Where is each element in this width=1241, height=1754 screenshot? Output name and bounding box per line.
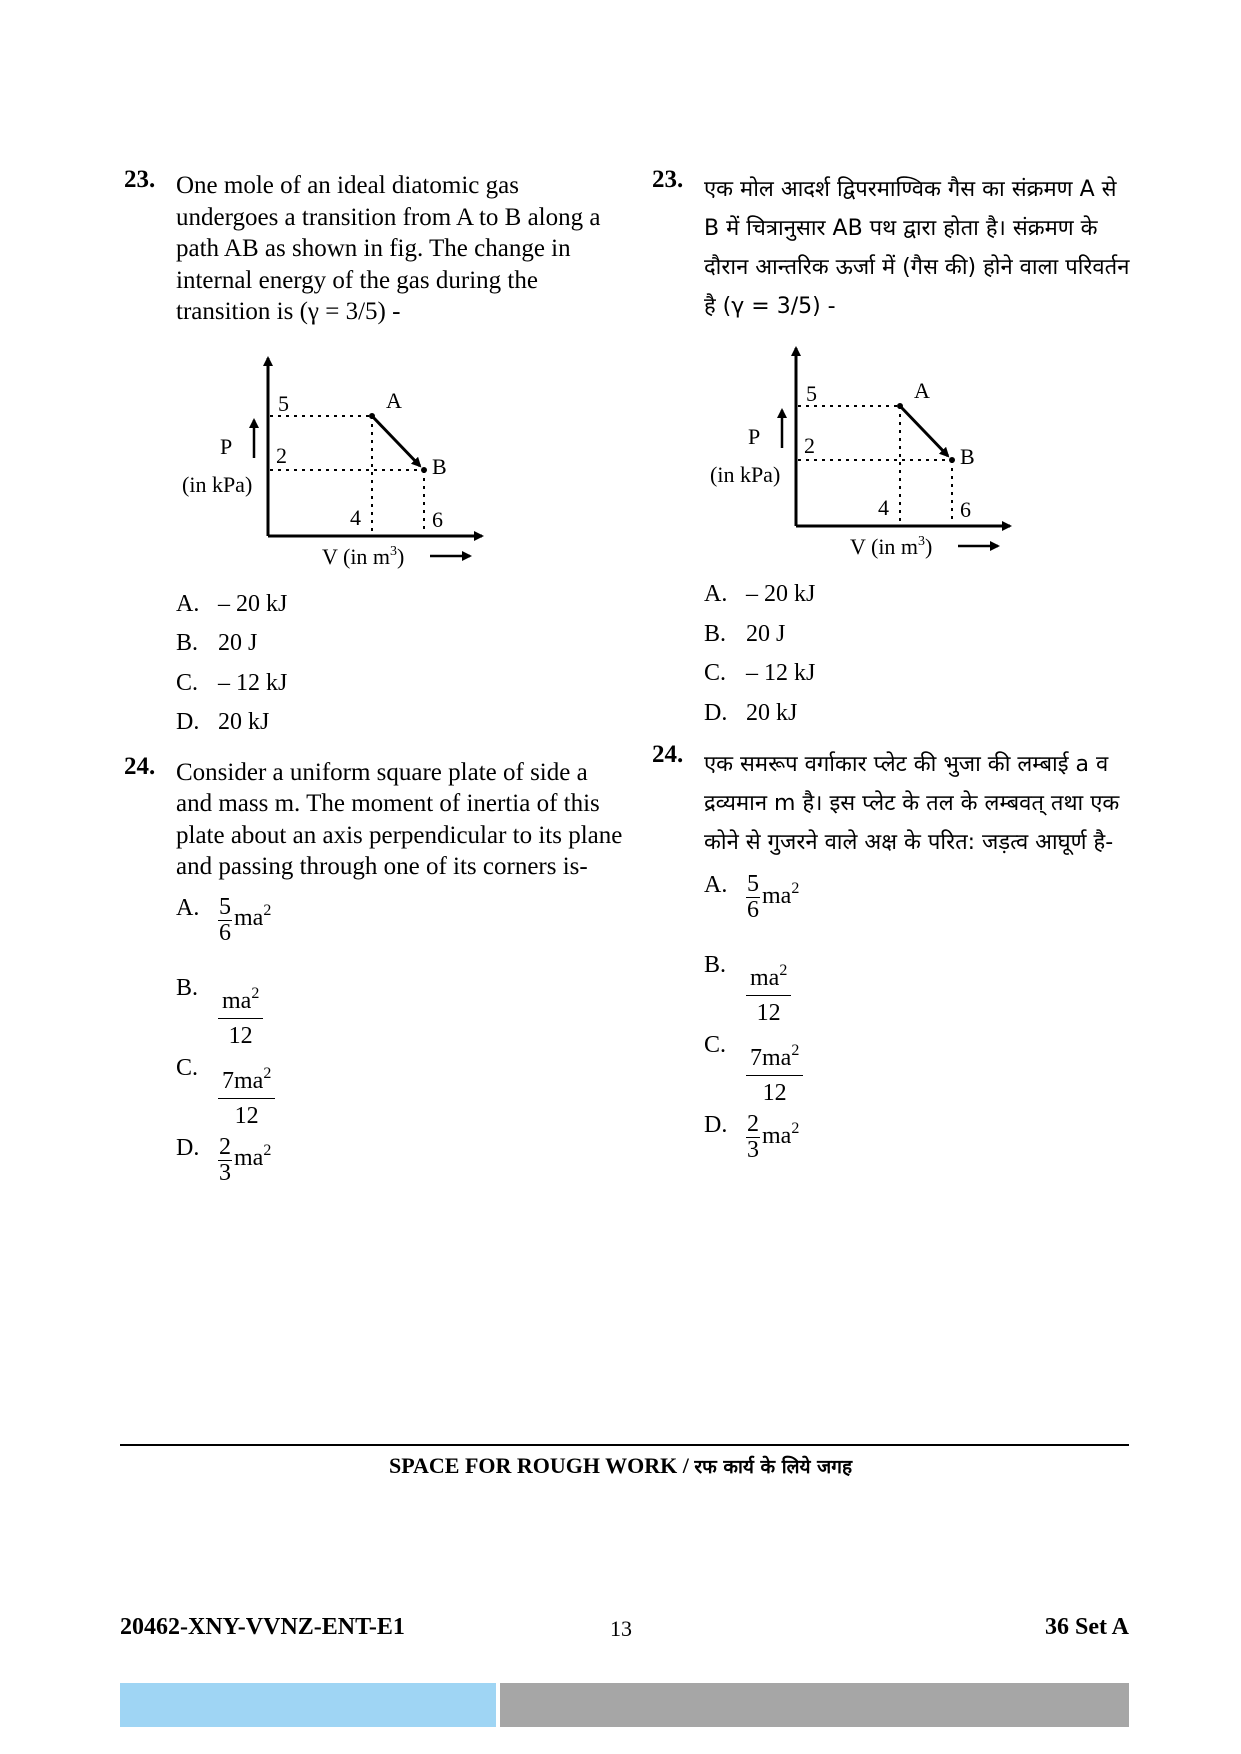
option-c[interactable]: C. $\frac{7ma^2}{12}$: [176, 1055, 624, 1135]
option-b[interactable]: B. $\frac{ma^2}{12}$: [176, 975, 624, 1055]
tick-v-right: 6: [432, 506, 443, 532]
set-label: 36 Set A: [1045, 1614, 1129, 1640]
page-number: 13: [610, 1616, 632, 1641]
p-unit: (in kPa): [182, 471, 253, 497]
question-text: एक समरूप वर्गाकार प्लेट की भुजा की लम्बाई a व द्रव्यमान m है। इस प्लेट के तल के लम्बवत् तथा एक कोने से गुजरने वाले अक्ष के परित: जड़त्व आघूर्ण है-: [704, 752, 1120, 855]
question-23-en: [124, 166, 624, 743]
v-label: V (in $m^3$): [322, 543, 405, 569]
option-c[interactable]: C. – 12 kJ: [176, 669, 288, 696]
label-a: A: [914, 378, 930, 403]
option-b[interactable]: B. 20 J: [704, 620, 786, 647]
path-ab: [900, 406, 948, 456]
tick-v-right: 6: [960, 497, 971, 522]
options-list: [704, 575, 1132, 733]
question-text: One mole of an ideal diatomic gas undergoes a transition from A to B along a path AB as shown in fig. The change in internal energy of the gas during the transition is (γ = 3/5) -: [176, 172, 601, 325]
footer-divider: [120, 1444, 1129, 1446]
option-d[interactable]: D. $\frac{2}{3}$ $ma^2$: [176, 1133, 272, 1186]
hindi-column: [652, 166, 1132, 1182]
question-number: 24.: [124, 752, 156, 780]
option-d[interactable]: D. 20 kJ: [704, 699, 798, 726]
question-number: 23.: [124, 166, 156, 193]
option-c[interactable]: C. – 12 kJ: [704, 660, 816, 686]
tick-v-left: 4: [350, 504, 361, 530]
p-unit: (in kPa): [710, 462, 781, 487]
label-b: B: [432, 453, 447, 479]
question-text: एक मोल आदर्श द्विपरमाण्विक गैस का संक्रमण A से B में चित्रानुसार AB पथ द्वारा होता है। संक्रमण के दौरान आन्तरिक ऊर्जा में (गैस की) होने वाला परिवर्तन है (γ = 3/5) -: [704, 177, 1130, 319]
tick-p-high: 5: [278, 390, 289, 416]
label-b: B: [960, 444, 975, 469]
question-24-hi: [652, 741, 1132, 1182]
option-d[interactable]: D. $\frac{2}{3}$ $ma^2$: [704, 1111, 800, 1163]
p-label: P: [220, 433, 233, 459]
v-label: V (in $m^3$): [850, 534, 933, 559]
options-list: [176, 585, 624, 743]
option-b[interactable]: B. 20 J: [176, 630, 258, 656]
question-24-en: [124, 752, 624, 1205]
option-a[interactable]: A. – 20 kJ: [704, 581, 816, 607]
question-number: 24.: [652, 741, 684, 768]
tick-p-low: 2: [276, 442, 287, 468]
rough-work-heading: SPACE FOR ROUGH WORK / रफ कार्य के लिये जगह: [388, 1453, 853, 1478]
p-label: P: [748, 424, 761, 449]
option-a[interactable]: A. – 20 kJ: [176, 590, 288, 617]
option-a[interactable]: A. $\frac{5}{6}$ $ma^2$: [176, 893, 272, 946]
options-list: [176, 895, 624, 1205]
path-ab: [372, 416, 420, 466]
pv-diagram: [704, 340, 1132, 565]
point-b-dot: [949, 457, 955, 463]
footer-bar-gray: [500, 1683, 1129, 1727]
options-list: [704, 872, 1132, 1182]
point-a-dot: [897, 403, 903, 409]
question-text: Consider a uniform square plate of side a and mass m. The moment of inertia of this plate about an axis perpendicular to its plane and passing through one of its corners is-: [176, 758, 623, 880]
point-b-dot: [421, 467, 427, 473]
question-number: 23.: [652, 166, 684, 193]
option-b[interactable]: B. $\frac{ma^2}{12}$: [704, 952, 1132, 1032]
option-d[interactable]: D. 20 kJ: [176, 709, 270, 735]
paper-code: 20462-XNY-VVNZ-ENT-E1: [120, 1614, 405, 1640]
point-a-dot: [369, 413, 375, 419]
label-a: A: [386, 387, 402, 413]
option-a[interactable]: A. $\frac{5}{6}$ $ma^2$: [704, 871, 800, 923]
tick-v-left: 4: [878, 495, 889, 520]
footer-bar-blue: [120, 1683, 496, 1727]
tick-p-low: 2: [804, 433, 815, 458]
question-23-hi: [652, 166, 1132, 733]
option-c[interactable]: C. $\frac{7ma^2}{12}$: [704, 1032, 1132, 1112]
tick-p-high: 5: [806, 381, 817, 406]
pv-diagram: [176, 350, 624, 575]
english-column: [124, 166, 624, 1205]
